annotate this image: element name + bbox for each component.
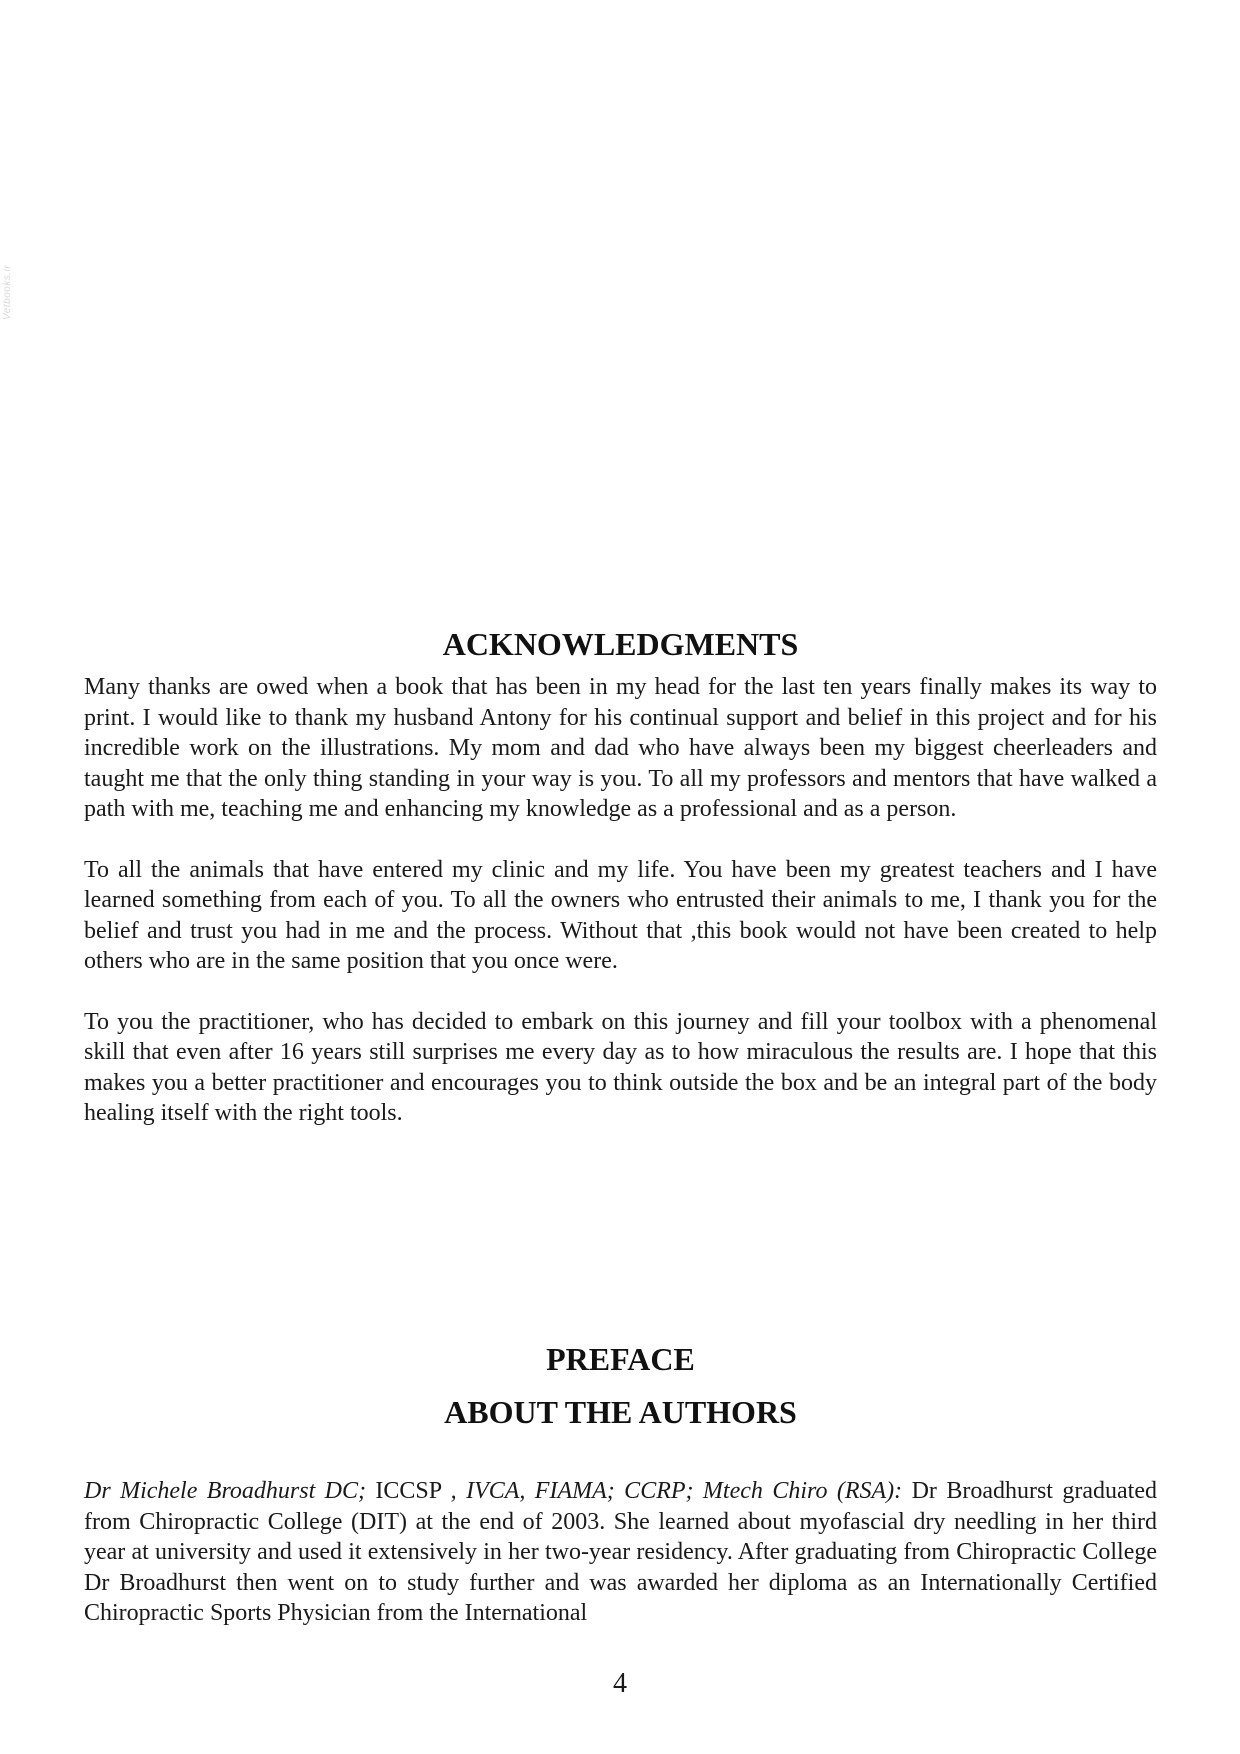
author-credentials: , IVCA, FIAMA; CCRP; Mtech Chiro (RSA): <box>450 1478 903 1504</box>
acknowledgments-paragraph-2: To all the animals that have entered my clinic and my life. You have been my greatest teachers and I have learned something from each of you. To all the owners who entrusted their animals to me, I thank you for the belief and trust you had in me and the process. Without that ,this book would not have been created to help others who are in the same position that you once were. <box>84 856 1157 974</box>
author-paragraph <box>84 1476 1157 1629</box>
author-credential-plain: ICCSP <box>366 1478 451 1504</box>
watermark: Vetbooks.ir <box>2 264 13 320</box>
page-number: 4 <box>613 1668 627 1699</box>
authors-section-heading <box>84 1392 1157 1432</box>
about-the-authors-title: ABOUT THE AUTHORS <box>444 1394 797 1430</box>
acknowledgments-paragraph-1: Many thanks are owed when a book that has been in my head for the last ten years finally makes its way to print. I would like to thank my husband Antony for his continual support and belief in this project and for his incredible work on the illustrations. My mom and dad who have always been my biggest cheerleaders and taught me that the only thing standing in your way is you. To all my professors and mentors that have walked a path with me, teaching me and enhancing my knowledge as a professional and as a person. <box>84 674 1157 822</box>
acknowledgments-body <box>84 672 1157 1129</box>
author-name: Dr Michele Broadhurst DC; <box>84 1478 366 1504</box>
author-bio-text: Dr Broadhurst graduated from Chiropractic College (DIT) at the end of 2003. She learned about myofascial dry needling in her third year at university and used it extensively in her two-year residency. After graduating from Chiropractic College Dr Broadhurst then went on to study further and was awarded her diploma as an Internationally Certified Chiropractic Sports Physician from the International <box>84 1478 1158 1626</box>
preface-section-heading <box>84 1339 1157 1379</box>
preface-title: PREFACE <box>546 1341 695 1377</box>
acknowledgments-section-heading <box>84 624 1157 664</box>
authors-body <box>84 1476 1157 1629</box>
acknowledgments-title: ACKNOWLEDGMENTS <box>442 626 799 662</box>
acknowledgments-paragraph-3: To you the practitioner, who has decided to embark on this journey and fill your toolbox with a phenomenal skill that even after 16 years still surprises me every day as to how miraculous the results are. I hope that this makes you a better practitioner and encourages you to think outside the box and be an integral part of the body healing itself with the right tools. <box>84 1008 1157 1126</box>
